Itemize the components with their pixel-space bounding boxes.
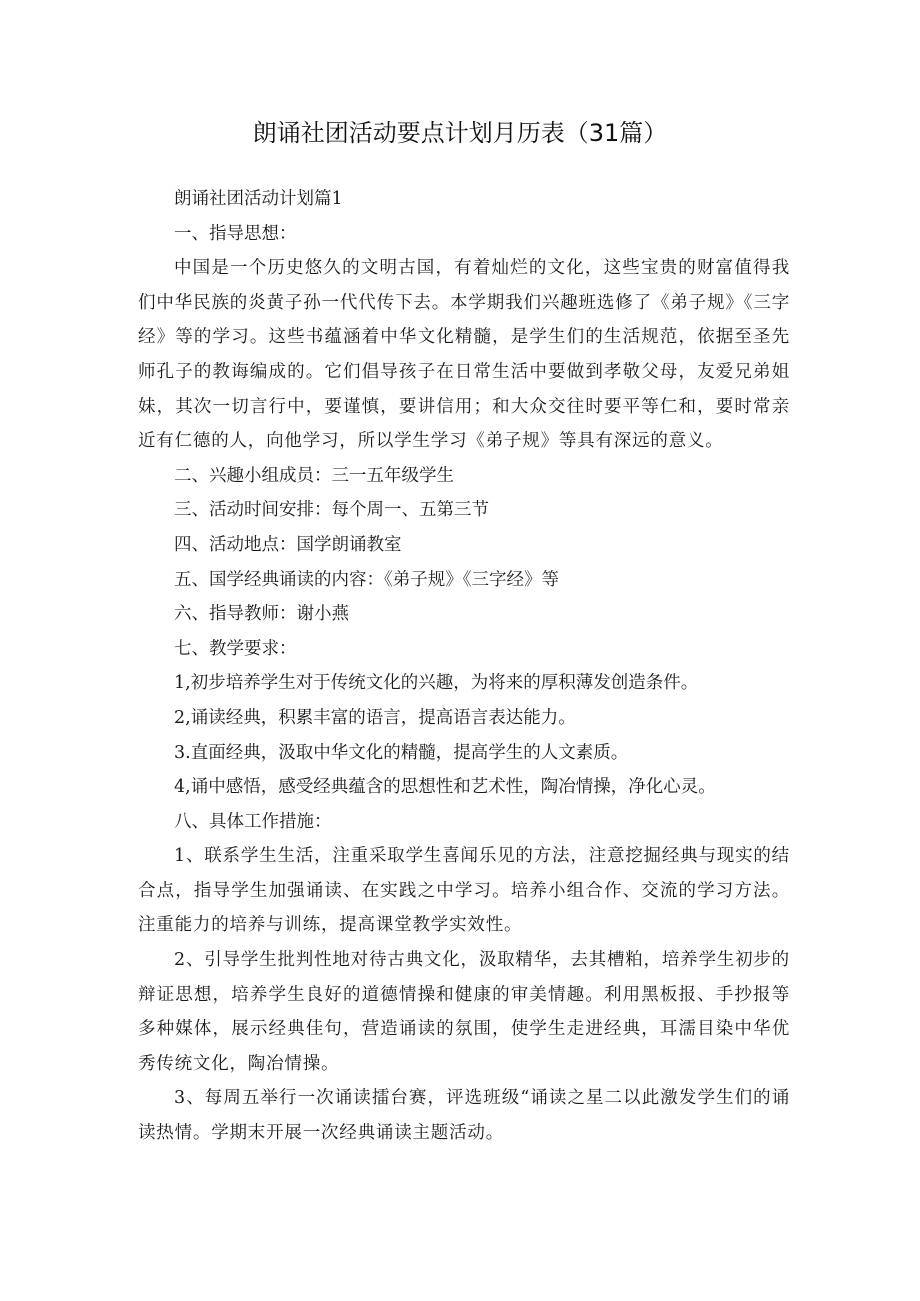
item-members: 二、兴趣小组成员：三一五年级学生: [174, 465, 454, 486]
requirement-3: 3.直面经典，汲取中华文化的精髓，提高学生的人文素质。: [174, 742, 629, 763]
paragraph-guiding-thought: 中国是一个历史悠久的文明古国，有着灿烂的文化，这些宝贵的财富值得我们中华民族的炎黄子孙一代代传下去。本学期我们兴趣班选修了《弟子规》《三字经》等的学习。这些书蕴涵着中华文化精髓，是学生们的生活规范，依据至圣先师孔子的教诲编成的。它们倡导孩子在日常生活中要做到孝敬父母，友爱兄弟姐妹，其次一切言行中，要谨慎，要讲信用；和大众交往时要平等仁和，要时常亲近有仁德的人，向他学习，所以学生学习《弟子规》等具有深远的意义。: [138, 258, 790, 452]
measure-2: 2、引导学生批判性地对待古典文化，汲取精华，去其槽粕，培养学生初步的辩证思想，培养学生良好的道德情操和健康的审美情趣。利用黑板报、手抄报等多种媒体，展示经典佳句，营造诵读的氛围，使学生走进经典，耳濡目染中华优秀传统文化，陶冶情操。: [138, 950, 790, 1074]
document-body: [138, 182, 790, 1151]
document-title: 朗诵社团活动要点计划月历表（31篇）: [252, 119, 668, 147]
requirement-1: 1,初步培养学生对于传统文化的兴趣，为将来的厚积薄发创造条件。: [174, 673, 699, 694]
item-content: 五、国学经典诵读的内容：《弟子规》《三字经》等: [174, 569, 559, 590]
item-schedule: 三、活动时间安排：每个周一、五第三节: [174, 500, 489, 521]
requirement-2: 2,诵读经典，积累丰富的语言，提高语言表达能力。: [174, 707, 576, 728]
item-location: 四、活动地点：国学朗诵教室: [174, 534, 402, 555]
item-teacher: 六、指导教师：谢小燕: [174, 604, 349, 625]
requirement-4: 4,诵中感悟，感受经典蕴含的思想性和艺术性，陶冶情操，净化心灵。: [174, 777, 716, 798]
measure-3: 3、每周五举行一次诵读擂台赛，评选班级“诵读之星二以此激发学生们的诵读热情。学期末开展一次经典诵读主题活动。: [138, 1088, 790, 1144]
item-requirements: 七、教学要求：: [174, 638, 297, 659]
section-heading-guiding-thought: 一、指导思想：: [174, 223, 297, 244]
subtitle: 朗诵社团活动计划篇1: [174, 189, 343, 209]
item-measures: 八、具体工作措施：: [174, 811, 332, 832]
measure-1: 1、联系学生生活，注重采取学生喜闻乐见的方法，注意挖掘经典与现实的结合点，指导学生加强诵读、在实践之中学习。培养小组合作、交流的学习方法。注重能力的培养与训练，提高课堂教学实效性。: [138, 846, 790, 936]
